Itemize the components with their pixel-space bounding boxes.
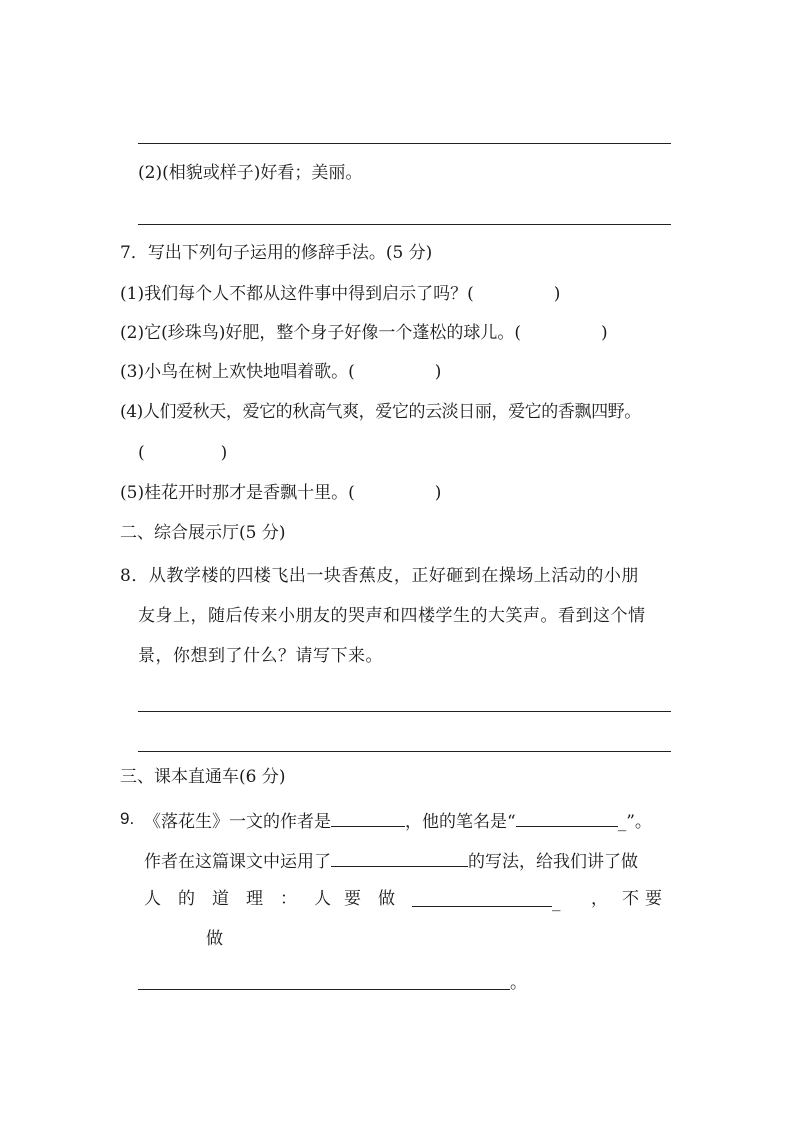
q9-line-3-blank: _ [412,888,561,913]
q9-line-3-char: 道 [212,889,229,909]
answer-line[interactable] [138,143,671,144]
q7-item-1: (1)我们每个人不都从这件事中得到启示了吗？( ) [120,284,561,304]
answer-line[interactable] [138,751,671,752]
q9-line-3-char: 的 [178,889,195,909]
q9-line-3-char: 人 [144,889,161,909]
answer-line[interactable] [138,224,671,225]
q7-item-4-answer: ( ) [138,443,228,463]
q9-comma: ， [591,889,608,909]
q9-line-4: 做 [206,929,223,949]
q7-item-2: (2)它(珍珠鸟)好肥，整个身子好像一个蓬松的球儿。( ) [120,323,608,343]
author-blank[interactable] [331,808,405,827]
q9-line-3-char: 理 [246,889,263,909]
q9-end: 。 [510,973,527,993]
q9-line-3-char: 要 [344,889,361,909]
q9-line-3-char: 人 [314,889,331,909]
section-3-title: 三、课本直通车(6 分) [120,767,286,787]
q7-item-3: (3)小鸟在树上欢快地唱着歌。( ) [120,362,442,382]
q9-line-1: 9. [120,809,135,828]
question-7-title: 7．写出下列句子运用的修辞手法。(5 分) [120,243,433,263]
q9-line-3-char: ： [280,889,297,909]
q8-line-2: 友身上，随后传来小朋友的哭声和四楼学生的大笑声。看到这个情 [138,606,646,626]
q7-item-4: (4)人们爱秋天，爱它的秋高气爽，爱它的云淡日丽，爱它的香飘四野。 [120,402,641,422]
q6-item-2: (2)(相貌或样子)好看；美丽。 [138,163,363,183]
should-not-do-blank[interactable] [138,989,510,990]
q9-not: 不要 [622,889,668,909]
q7-item-5: (5)桂花开时那才是香飘十里。( ) [120,483,442,503]
should-do-blank[interactable] [412,888,552,907]
q9-line-3-char: 做 [378,889,395,909]
q9-line-1-body: 《落花生》一文的作者是 ，他的笔名是“ _”。 [144,808,652,833]
q8-line-3: 景，你想到了什么？请写下来。 [138,646,383,666]
writing-method-blank[interactable] [331,848,468,867]
q8-line-1: 8．从教学楼的四楼飞出一块香蕉皮，正好砸到在操场上活动的小朋 [120,566,639,586]
pen-name-blank[interactable] [516,808,618,827]
answer-line[interactable] [138,711,671,712]
section-2-title: 二、综合展示厅(5 分) [120,523,286,543]
q9-line-2: 作者在这篇课文中运用了 的写法，给我们讲了做 [144,848,638,873]
